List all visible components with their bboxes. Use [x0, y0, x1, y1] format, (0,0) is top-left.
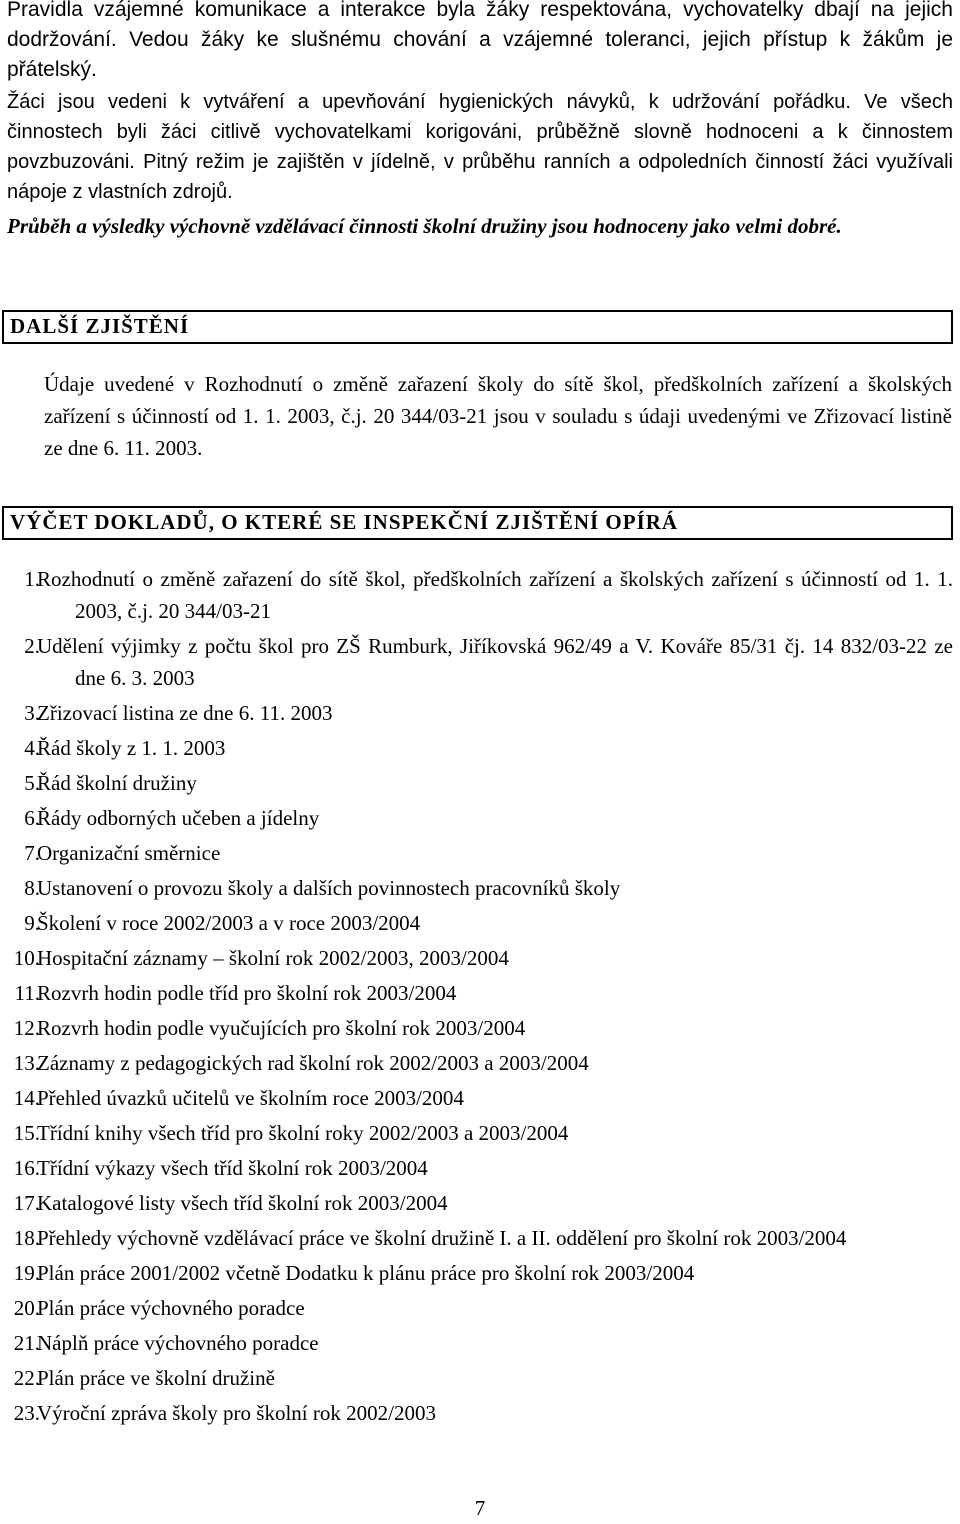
evidence-list — [0, 563, 960, 1432]
list-item — [0, 802, 960, 834]
list-item-text: Rozvrh hodin podle vyučujících pro školní rok 2003/2004 — [37, 1016, 526, 1040]
list-item-text: Řád školní družiny — [37, 771, 197, 795]
further-findings-text: Údaje uvedené v Rozhodnutí o změně zařazení školy do sítě škol, předškolních zařízení a školských zařízení s účinností od 1. 1. 2003, č.j. 20 344/03-21 jsou v souladu s údaji uvedenými ve Zřizovací listině ze dne 6. 11. 2003. — [44, 372, 952, 460]
list-item — [0, 942, 960, 974]
list-item-number: 1. — [24, 567, 40, 591]
list-item-number: 16. — [13, 1156, 40, 1180]
list-item-number: 5. — [24, 771, 40, 795]
evidence-heading: VÝČET DOKLADŮ, O KTERÉ SE INSPEKČNÍ ZJIŠTĚNÍ OPÍRÁ — [10, 510, 679, 534]
list-item-number: 9. — [24, 911, 40, 935]
further-findings-heading-box — [2, 310, 953, 344]
list-item-number: 14. — [13, 1086, 40, 1110]
list-item — [0, 1362, 960, 1394]
list-item-number: 20. — [13, 1296, 40, 1320]
list-item — [0, 630, 960, 694]
list-item — [0, 1187, 960, 1219]
list-item-text: Záznamy z pedagogických rad školní rok 2002/2003 a 2003/2004 — [37, 1051, 589, 1075]
list-item-number: 10. — [13, 946, 40, 970]
list-item-text: Organizační směrnice — [37, 841, 221, 865]
list-item-number: 15. — [13, 1121, 40, 1145]
list-item — [0, 1257, 960, 1289]
list-item-text: Plán práce ve školní družině — [37, 1366, 275, 1390]
further-findings-heading: DALŠÍ ZJIŠTĚNÍ — [10, 314, 190, 338]
list-item — [0, 563, 960, 627]
list-item — [0, 1397, 960, 1429]
list-item-number: 13. — [13, 1051, 40, 1075]
list-item-number: 21. — [13, 1331, 40, 1355]
list-item-number: 7. — [24, 841, 40, 865]
list-item-text: Plán práce výchovného poradce — [37, 1296, 305, 1320]
list-item-text: Přehled úvazků učitelů ve školním roce 2003/2004 — [37, 1086, 464, 1110]
list-item-number: 4. — [24, 736, 40, 760]
list-item — [0, 767, 960, 799]
list-item-text: Zřizovací listina ze dne 6. 11. 2003 — [37, 701, 333, 725]
list-item — [0, 1152, 960, 1184]
list-item — [0, 907, 960, 939]
list-item-number: 23. — [13, 1401, 40, 1425]
list-item-text: Rozvrh hodin podle tříd pro školní rok 2003/2004 — [37, 981, 457, 1005]
list-item-number: 8. — [24, 876, 40, 900]
hygiene-paragraph: Žáci jsou vedeni k vytváření a upevňování hygienických návyků, k udržování pořádku. Ve všech činnostech byli žáci citlivě vychovatelkami korigováni, průběžně slovně hodnoceni a k činnostem povzbuzováni. Pitný režim je zajištěn v jídelně, v průběhu ranních a odpoledních činností žáci využívali nápoje z vlastních zdrojů. — [7, 91, 953, 203]
list-item-number: 12. — [13, 1016, 40, 1040]
list-item-number: 19. — [13, 1261, 40, 1285]
list-item — [0, 1222, 960, 1254]
list-item — [0, 1327, 960, 1359]
list-item-text: Školení v roce 2002/2003 a v roce 2003/2004 — [37, 911, 421, 935]
list-item-number: 11. — [14, 981, 40, 1005]
list-item — [0, 732, 960, 764]
list-item — [0, 1012, 960, 1044]
list-item-text: Třídní výkazy všech tříd školní rok 2003/2004 — [37, 1156, 428, 1180]
list-item-text: Přehledy výchovně vzdělávací práce ve školní družině I. a II. oddělení pro školní rok 2003/2004 — [37, 1226, 847, 1250]
list-item — [0, 1117, 960, 1149]
list-item-text: Ustanovení o provozu školy a dalších povinnostech pracovníků školy — [37, 876, 621, 900]
list-item-number: 22. — [13, 1366, 40, 1390]
list-item — [0, 872, 960, 904]
list-item-number: 6. — [24, 806, 40, 830]
list-item-text: Udělení výjimky z počtu škol pro ZŠ Rumburk, Jiříkovská 962/49 a V. Kováře 85/31 čj. 14 832/03-22 ze dne 6. 3. 2003 — [37, 634, 953, 690]
intro-paragraph: Pravidla vzájemné komunikace a interakce byla žáky respektována, vychovatelky dbají na jejich dodržování. Vedou žáky ke slušnému chování a vzájemné toleranci, jejich přístup k žákům je přátelský. — [7, 0, 953, 81]
list-item — [0, 1082, 960, 1114]
list-item — [0, 697, 960, 729]
list-item — [0, 1047, 960, 1079]
list-item-text: Katalogové listy všech tříd školní rok 2003/2004 — [37, 1191, 448, 1215]
list-item-text: Plán práce 2001/2002 včetně Dodatku k plánu práce pro školní rok 2003/2004 — [37, 1261, 695, 1285]
list-item-text: Rozhodnutí o změně zařazení do sítě škol, předškolních zařízení a školských zařízení s účinností od 1. 1. 2003, č.j. 20 344/03-21 — [37, 567, 953, 623]
list-item-number: 3. — [24, 701, 40, 725]
list-item-text: Řád školy z 1. 1. 2003 — [37, 736, 226, 760]
list-item-text: Hospitační záznamy – školní rok 2002/2003, 2003/2004 — [37, 946, 509, 970]
list-item-text: Výroční zpráva školy pro školní rok 2002/2003 — [37, 1401, 436, 1425]
list-item-text: Řády odborných učeben a jídelny — [37, 806, 320, 830]
list-item — [0, 1292, 960, 1324]
list-item-number: 2. — [24, 634, 40, 658]
conclusion-paragraph: Průběh a výsledky výchovně vzdělávací činnosti školní družiny jsou hodnoceny jako velmi dobré. — [7, 214, 842, 238]
page-number: 7 — [474, 1496, 486, 1520]
evidence-heading-box — [2, 506, 953, 540]
list-item-number: 17. — [13, 1191, 40, 1215]
list-item-text: Třídní knihy všech tříd pro školní roky 2002/2003 a 2003/2004 — [37, 1121, 569, 1145]
list-item-text: Náplň práce výchovného poradce — [37, 1331, 319, 1355]
list-item — [0, 837, 960, 869]
list-item — [0, 977, 960, 1009]
list-item-number: 18. — [13, 1226, 40, 1250]
